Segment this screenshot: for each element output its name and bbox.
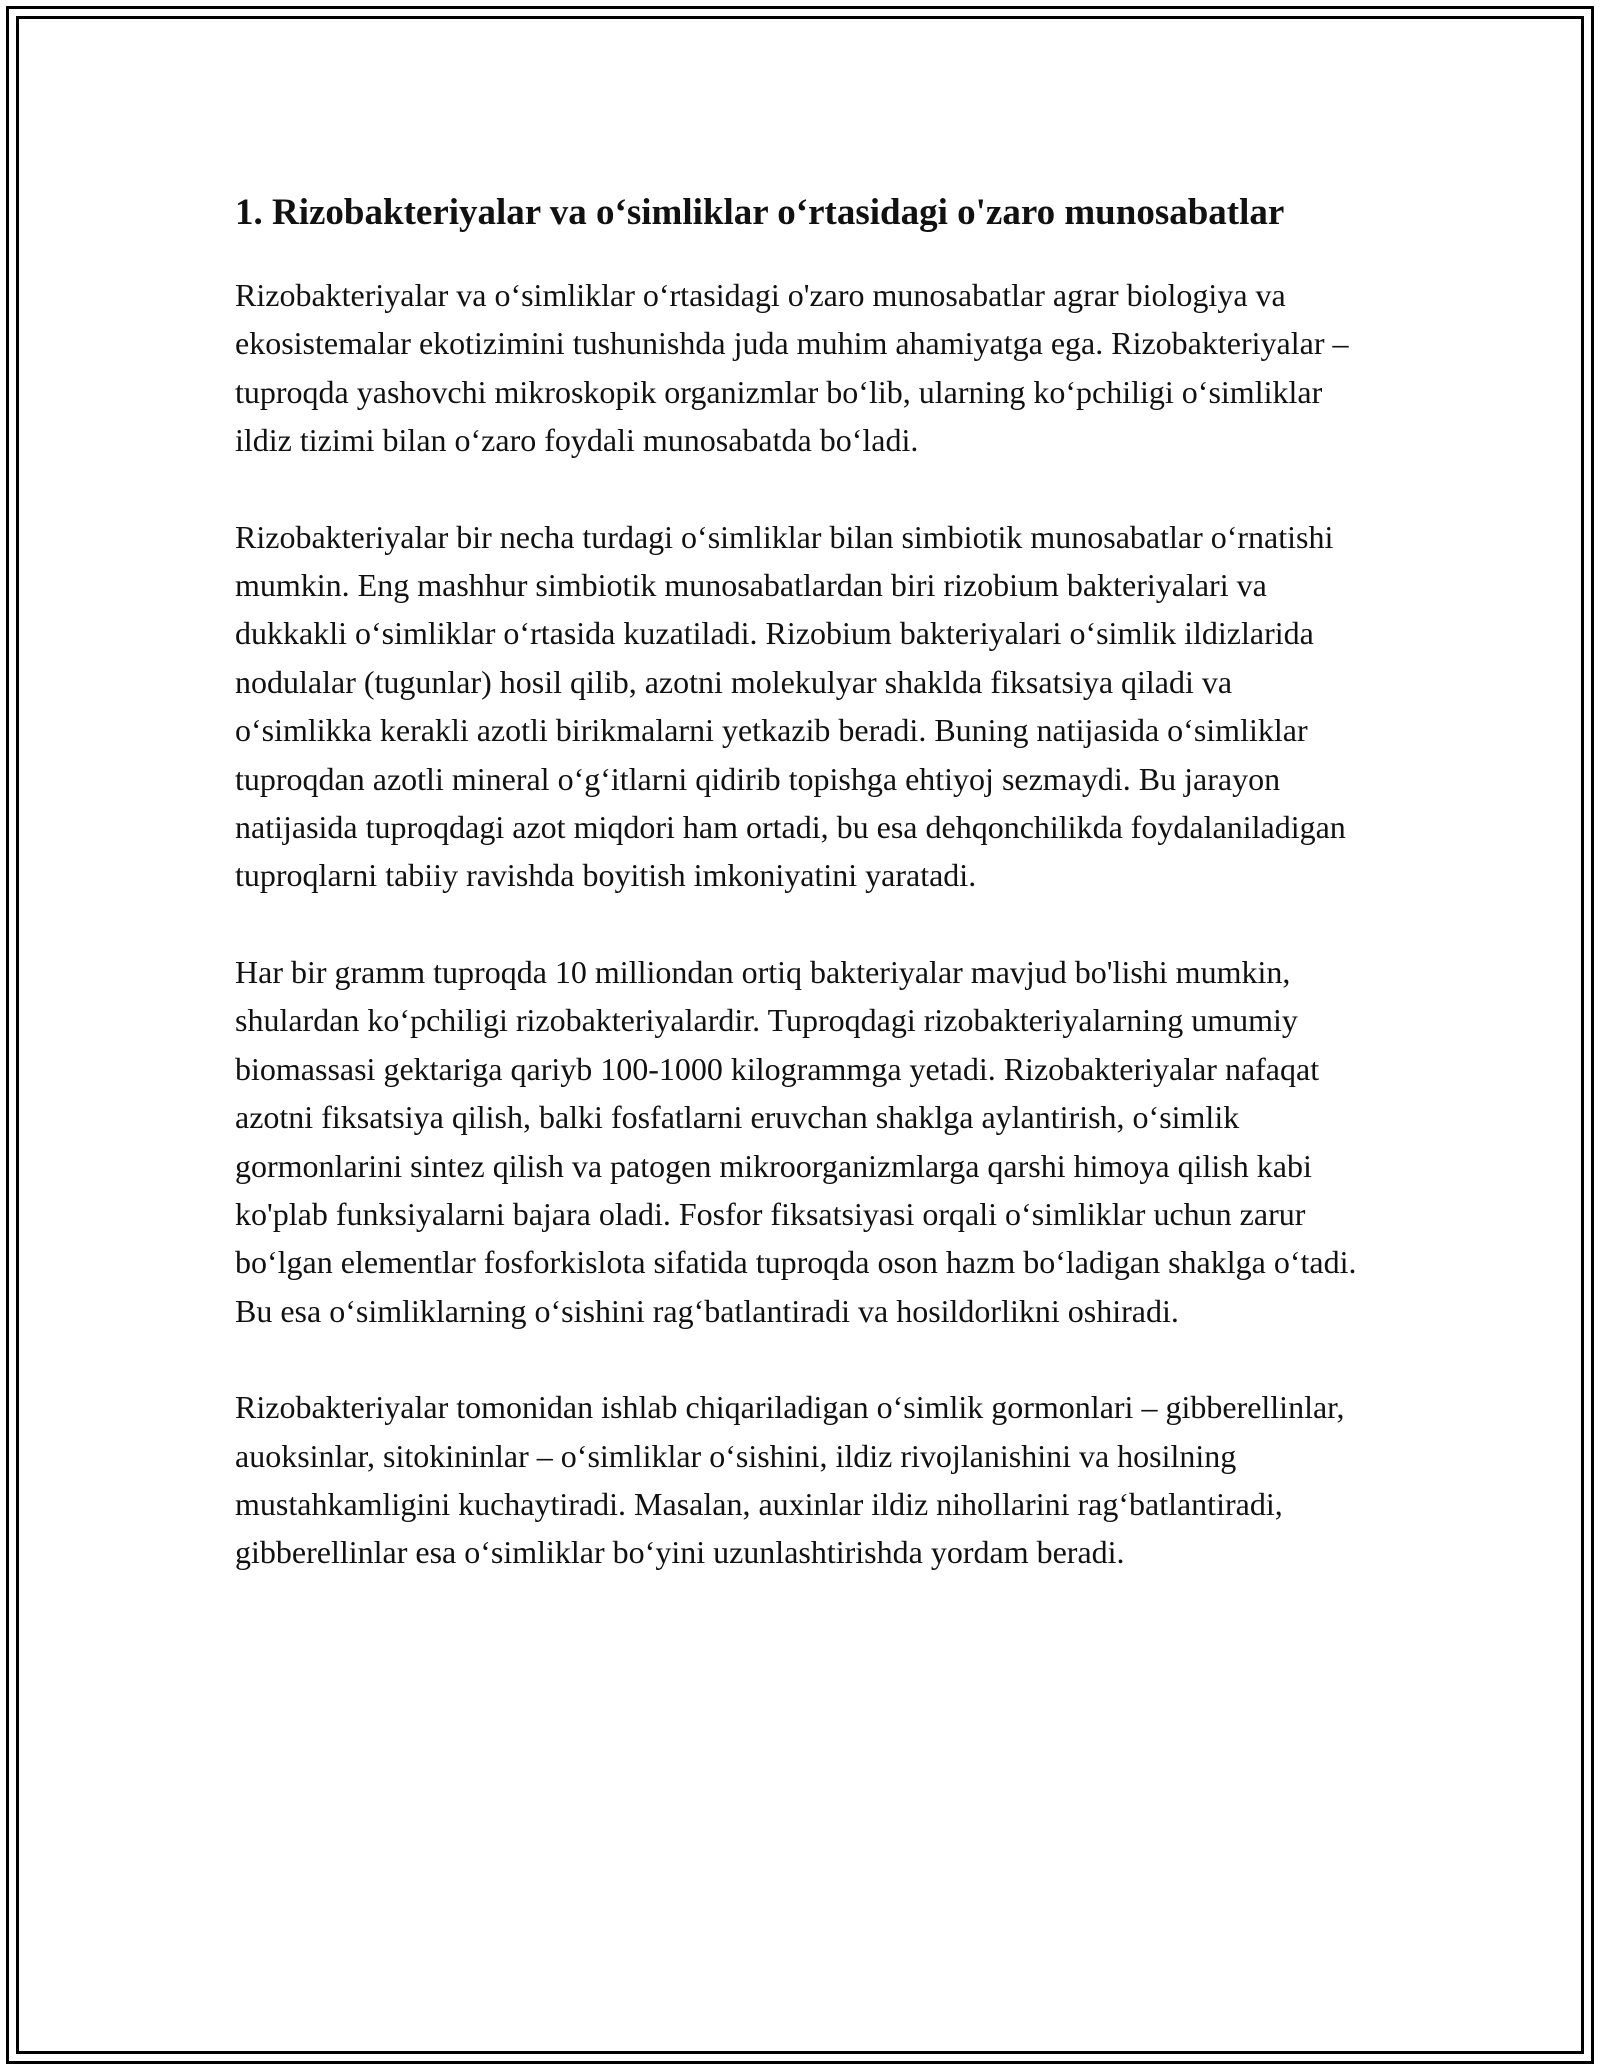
section-heading: 1. Rizobakteriyalar va o‘simliklar o‘rtasidagi o'zaro munosabatlar (235, 192, 1285, 233)
document-body (235, 185, 1365, 1625)
paragraph-hormones: Rizobakteriyalar tomonidan ishlab chiqariladigan o‘simlik gormonlari – gibberellinlar, auoksinlar, sitokininlar – o‘simliklar o‘sishini, ildiz rivojlanishini va hosilning mustahkamligini kuchaytiradi. Masalan, auxinlar ildiz nihollarini rag‘batlantiradi, gibberellinlar esa o‘simliklar bo‘yini uzunlashtirishda yordam beradi. (235, 1389, 1345, 1571)
paragraph-symbiosis: Rizobakteriyalar bir necha turdagi o‘simliklar bilan simbiotik munosabatlar o‘rnatishi mumkin. Eng mashhur simbiotik munosabatlardan biri rizobium bakteriyalari va dukkakli o‘simliklar o‘rtasida kuzatiladi. Rizobium bakteriyalari o‘simlik ildizlarida nodulalar (tugunlar) hosil qilib, azotni molekulyar shaklda fiksatsiya qiladi va o‘simlikka kerakli azotli birikmalarni yetkazib beradi. Buning natijasida o‘simliklar tuproqdan azotli mineral o‘g‘itlarni qidirib topishga ehtiyoj sezmaydi. Bu jarayon natijasida tuproqdagi azot miqdori ham ortadi, bu esa dehqonchilikda foydalaniladigan tuproqlarni tabiiy ravishda boyitish imkoniyatini yaratadi. (235, 518, 1346, 894)
paragraph-intro: Rizobakteriyalar va o‘simliklar o‘rtasidagi o'zaro munosabatlar agrar biologiya va ekosistemalar ekotizimini tushunishda juda muhim ahamiyatga ega. Rizobakteriyalar – tuproqda yashovchi mikroskopik organizmlar bo‘lib, ularning ko‘pchiligi o‘simliklar ildiz tizimi bilan o‘zaro foydali munosabatda bo‘ladi. (235, 277, 1349, 459)
paragraph-soil-biomass: Har bir gramm tuproqda 10 milliondan ortiq bakteriyalar mavjud bo'lishi mumkin, shulardan ko‘pchiligi rizobakteriyalardir. Tuproqdagi rizobakteriyalarning umumiy biomassasi gektariga qariyb 100-1000 kilogrammga yetadi. Rizobakteriyalar nafaqat azotni fiksatsiya qilish, balki fosfatlarni eruvchan shaklga aylantirish, o‘simlik gormonlarini sintez qilish va patogen mikroorganizmlarga qarshi himoya qilish kabi ko'plab funksiyalarni bajara oladi. Fosfor fiksatsiyasi orqali o‘simliklar uchun zarur bo‘lgan elementlar fosforkislota sifatida tuproqda oson hazm bo‘ladigan shaklga o‘tadi. Bu esa o‘simliklarning o‘sishini rag‘batlantiradi va hosildorlikni oshiradi. (235, 953, 1357, 1329)
